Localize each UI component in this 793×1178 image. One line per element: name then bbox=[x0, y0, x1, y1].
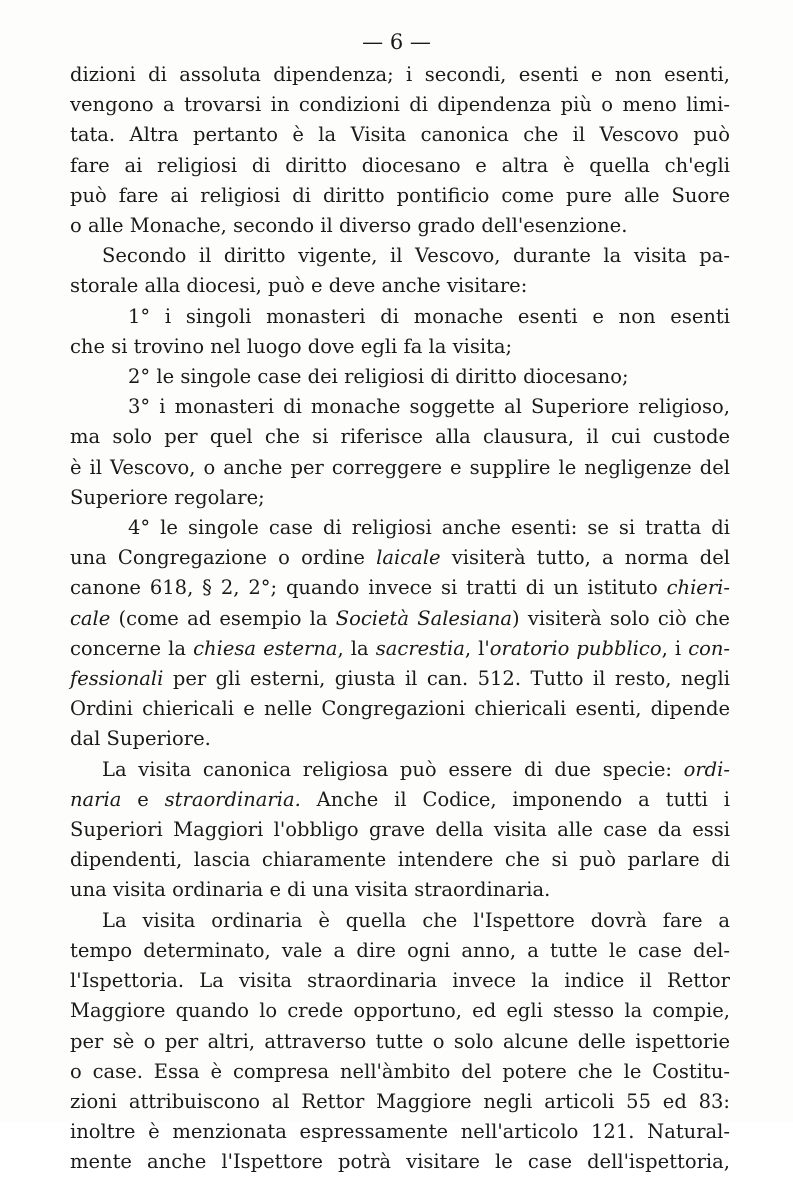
italic-text: fessionali bbox=[70, 667, 164, 691]
text-segment: dizioni di assoluta dipendenza; i secondi, esenti e non esenti, bbox=[70, 63, 730, 86]
italic-text: sacrestia bbox=[375, 636, 465, 660]
text-segment: una Congregazione o ordine bbox=[70, 546, 377, 570]
text-segment: per sè o per altri, attraverso tutte o solo alcune delle ispettorie bbox=[70, 1029, 730, 1053]
text-line bbox=[70, 181, 730, 211]
text-segment: 4° le singole case di religiosi anche esenti: se si tratta di bbox=[128, 516, 730, 540]
text-segment: , l' bbox=[464, 636, 490, 660]
text-segment: zioni attribuiscono al Rettor Maggiore negli articoli 55 ed 83: bbox=[70, 1089, 730, 1113]
text-line bbox=[70, 875, 730, 905]
text-segment: una visita ordinaria e di una visita straordinaria. bbox=[70, 878, 551, 902]
italic-text: straordinaria. bbox=[164, 787, 301, 811]
text-segment: Anche il Codice, imponendo a tutti i bbox=[300, 787, 731, 811]
text-line bbox=[70, 1147, 730, 1177]
text-line bbox=[70, 815, 730, 845]
text-line bbox=[70, 996, 730, 1026]
text-line bbox=[70, 332, 730, 362]
text-line bbox=[70, 120, 730, 150]
text-segment: inoltre è menzionata espressamente nell'articolo 121. Natural- bbox=[70, 1120, 730, 1144]
italic-text: ordi- bbox=[683, 757, 730, 781]
text-line bbox=[70, 1087, 730, 1117]
italic-text: naria bbox=[70, 787, 122, 811]
text-segment: Ordini chiericali e nelle Congregazioni chiericali esenti, dipende bbox=[70, 697, 730, 721]
text-line bbox=[70, 966, 730, 996]
text-segment: l'Ispettoria. La visita straordinaria invece la indice il Rettor bbox=[70, 969, 730, 993]
text-line bbox=[70, 543, 730, 573]
text-segment: mente anche l'Ispettore potrà visitare le case dell'ispettoria, bbox=[70, 1150, 730, 1174]
text-line bbox=[70, 151, 730, 181]
text-line bbox=[70, 694, 730, 724]
text-segment: 2° le singole case dei religiosi di diritto diocesano; bbox=[128, 365, 629, 389]
text-line bbox=[70, 483, 730, 513]
text-segment: canone 618, § 2, 2°; quando invece si tratti di un istituto bbox=[70, 576, 667, 600]
text-line bbox=[70, 604, 730, 634]
italic-text: chiesa esterna bbox=[193, 636, 338, 660]
text-segment: tempo determinato, vale a dire ogni anno, a tutte le case del- bbox=[70, 938, 730, 962]
text-line bbox=[70, 785, 730, 815]
italic-text: oratorio pubblico bbox=[489, 636, 662, 660]
italic-text: chieri- bbox=[666, 576, 730, 600]
text-line bbox=[70, 302, 730, 332]
text-line bbox=[70, 755, 730, 785]
text-line bbox=[70, 271, 730, 301]
text-line bbox=[70, 1057, 730, 1087]
text-line bbox=[70, 362, 730, 392]
text-segment: La visita ordinaria è quella che l'Ispettore dovrà fare a bbox=[102, 908, 730, 932]
text-segment: può fare ai religiosi di diritto pontificio come pure alle Suore bbox=[70, 183, 730, 207]
italic-text: con- bbox=[688, 636, 730, 660]
text-segment: che si trovino nel luogo dove egli fa la visita; bbox=[70, 334, 513, 358]
text-segment: ) visiterà solo ciò che bbox=[512, 606, 730, 630]
text-segment: dal Superiore. bbox=[70, 727, 211, 751]
text-segment: visiterà tutto, a norma del bbox=[440, 546, 730, 570]
text-segment: , la bbox=[337, 636, 376, 660]
text-segment: per gli esterni, giusta il can. 512. Tutto il resto, negli bbox=[163, 667, 730, 691]
text-line bbox=[70, 60, 730, 90]
text-segment: Superiore regolare; bbox=[70, 485, 265, 509]
text-segment: , i bbox=[661, 636, 689, 660]
text-line bbox=[70, 634, 730, 664]
text-segment: concerne la bbox=[70, 636, 194, 660]
italic-text: laicale bbox=[376, 546, 441, 570]
italic-text: cale bbox=[70, 606, 111, 630]
body-text bbox=[70, 60, 730, 1178]
text-segment: Maggiore quando lo crede opportuno, ed egli stesso la compie, bbox=[70, 999, 730, 1023]
text-line bbox=[70, 211, 730, 241]
text-segment: è il Vescovo, o anche per correggere e supplire le negligenze del bbox=[70, 455, 730, 479]
text-line bbox=[70, 1027, 730, 1057]
text-segment: o case. Essa è compresa nell'àmbito del potere che le Costitu- bbox=[70, 1059, 730, 1083]
text-segment: storale alla diocesi, può e deve anche visitare: bbox=[70, 274, 528, 298]
text-line bbox=[70, 241, 730, 271]
text-line bbox=[70, 453, 730, 483]
text-segment: o alle Monache, secondo il diverso grado dell'esenzione. bbox=[70, 214, 628, 238]
text-line bbox=[70, 90, 730, 120]
text-line bbox=[70, 573, 730, 603]
text-segment: La visita canonica religiosa può essere di due specie: bbox=[102, 757, 684, 781]
text-segment: Superiori Maggiori l'obbligo grave della visita alle case da essi bbox=[70, 818, 730, 842]
text-segment: tata. Altra pertanto è la Visita canonica che il Vescovo può bbox=[70, 123, 730, 147]
text-line bbox=[70, 1117, 730, 1147]
text-line bbox=[70, 936, 730, 966]
text-segment: dipendenti, lascia chiaramente intendere che si può parlare di bbox=[70, 848, 730, 872]
text-line bbox=[70, 422, 730, 452]
text-line bbox=[70, 845, 730, 875]
text-line bbox=[70, 664, 730, 694]
text-segment: Secondo il diritto vigente, il Vescovo, durante la visita pa- bbox=[102, 244, 730, 268]
text-segment: vengono a trovarsi in condizioni di dipendenza più o meno limi- bbox=[70, 93, 730, 117]
text-segment: 1° i singoli monasteri di monache esenti e non esenti bbox=[128, 304, 730, 328]
text-segment: (come ad esempio la bbox=[110, 606, 336, 630]
text-segment: 3° i monasteri di monache soggette al Superiore religioso, bbox=[128, 395, 730, 419]
page-number: — 6 — bbox=[362, 30, 431, 54]
text-line bbox=[70, 392, 730, 422]
text-segment: e bbox=[121, 787, 165, 811]
text-line bbox=[70, 513, 730, 543]
text-line bbox=[70, 906, 730, 936]
italic-text: Società Salesiana bbox=[335, 606, 513, 630]
text-segment: fare ai religiosi di diritto diocesano e altra è quella ch'egli bbox=[70, 153, 730, 177]
text-segment: ma solo per quel che si riferisce alla clausura, il cui custode bbox=[70, 425, 730, 449]
text-line bbox=[70, 724, 730, 754]
